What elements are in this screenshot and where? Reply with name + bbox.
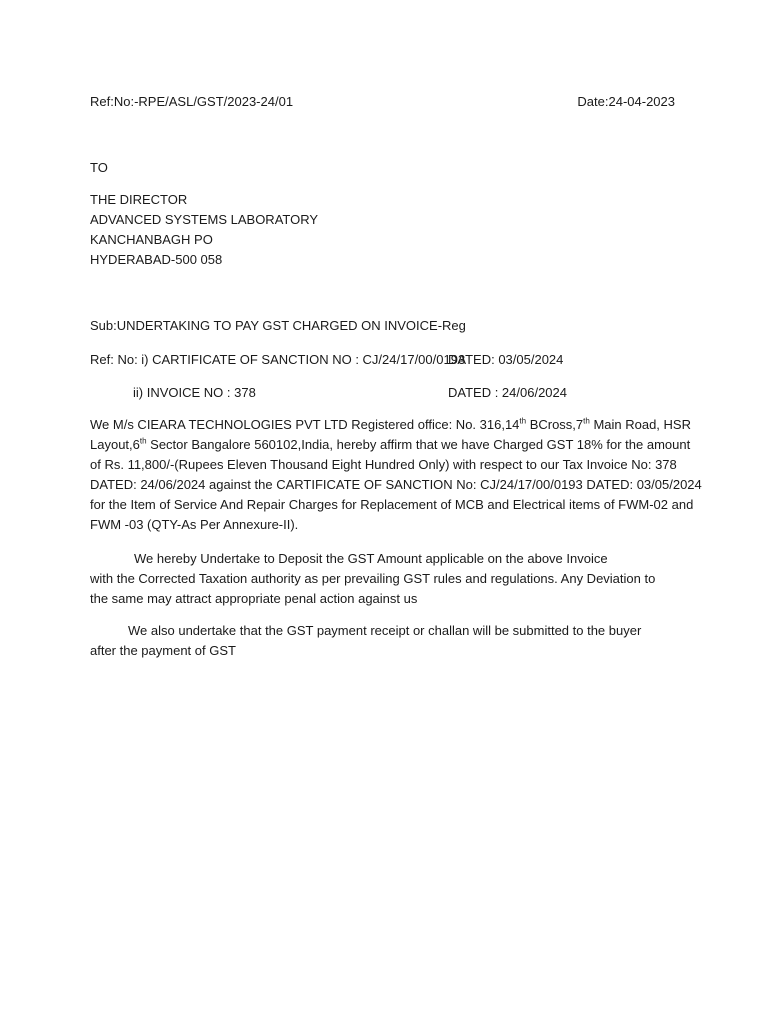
text-span: We M/s CIEARA TECHNOLOGIES PVT LTD Registered office: No. 316,14 [90, 417, 520, 432]
paragraph-line: the same may attract appropriate penal action against us [90, 591, 418, 606]
paragraph-receipt [90, 621, 690, 661]
paragraph-line [90, 415, 690, 435]
addressee-line: HYDERABAD-500 058 [90, 252, 223, 267]
text-span: Main Road, HSR [589, 417, 691, 432]
superscript: th [583, 416, 590, 426]
paragraph-affirmation [90, 415, 702, 535]
reference-sanction-date: DATED: 03/05/2024 [448, 352, 564, 367]
addressee-line: ADVANCED SYSTEMS LABORATORY [90, 212, 319, 227]
to-label: TO [90, 160, 108, 175]
reference-invoice-date: DATED : 24/06/2024 [448, 385, 567, 400]
paragraph-line: FWM -03 (QTY-As Per Annexure-II). [90, 517, 299, 532]
paragraph-line [90, 435, 690, 455]
text-span: Layout,6 [90, 437, 140, 452]
paragraph-line: We also undertake that the GST payment receipt or challan will be submitted to the buyer [128, 623, 642, 638]
superscript: th [139, 436, 147, 446]
paragraph-undertaking [90, 549, 690, 609]
paragraph-line: for the Item of Service And Repair Charges for Replacement of MCB and Electrical items of FWM-02 and [90, 497, 694, 512]
paragraph-line: after the payment of GST [90, 643, 236, 658]
paragraph-line: We hereby Undertake to Deposit the GST Amount applicable on the above Invoice [134, 551, 608, 566]
reference-sanction: Ref: No: i) CARTIFICATE OF SANCTION NO : CJ/24/17/00/0193 [90, 352, 466, 367]
superscript: th [519, 416, 527, 426]
subject-line: Sub:UNDERTAKING TO PAY GST CHARGED ON INVOICE-Reg [90, 318, 466, 333]
reference-number: Ref:No:-RPE/ASL/GST/2023-24/01 [90, 94, 294, 109]
paragraph-line: DATED: 24/06/2024 against the CARTIFICATE OF SANCTION No: CJ/24/17/00/0193 DATED: 03/05/2024 [90, 477, 702, 492]
paragraph-line: with the Corrected Taxation authority as per prevailing GST rules and regulations. Any Deviation to [90, 571, 656, 586]
text-span: Sector Bangalore 560102,India, hereby affirm that we have Charged GST 18% for the amount [146, 437, 691, 452]
text-span: BCross,7 [526, 417, 584, 432]
letter-date: Date:24-04-2023 [577, 94, 675, 109]
addressee-block [90, 190, 318, 270]
addressee-line: THE DIRECTOR [90, 192, 188, 207]
reference-invoice: ii) INVOICE NO : 378 [133, 385, 256, 400]
paragraph-line: of Rs. 11,800/-(Rupees Eleven Thousand Eight Hundred Only) with respect to our Tax Invoice No: 378 [90, 457, 677, 472]
addressee-line: KANCHANBAGH PO [90, 232, 213, 247]
